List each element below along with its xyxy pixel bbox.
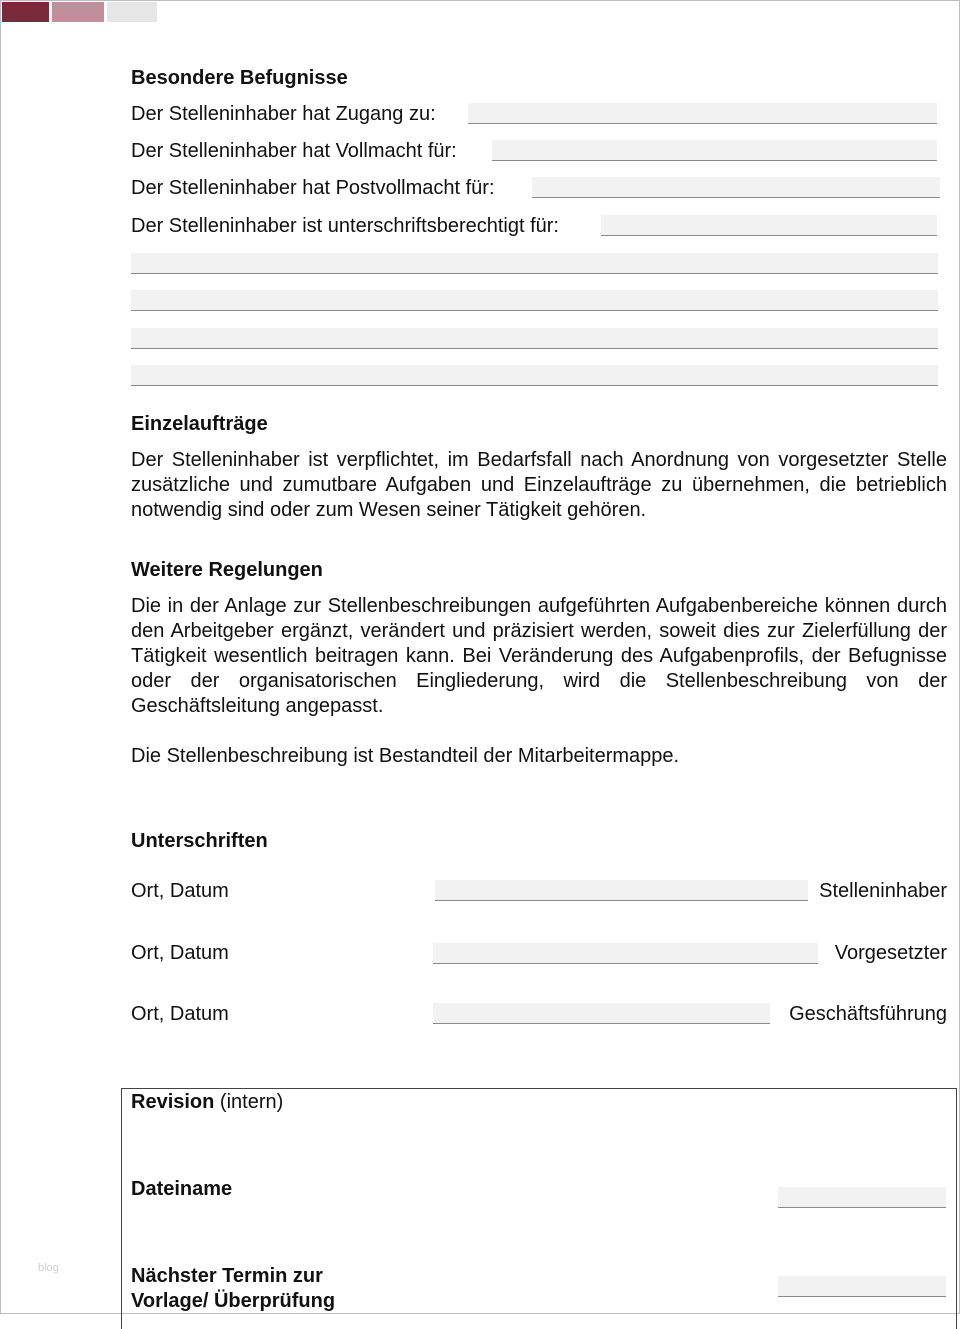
postvollmacht-label: Der Stelleninhaber hat Postvollmacht für:: [131, 177, 495, 199]
role-vorgesetzter: Vorgesetzter: [834, 942, 947, 964]
zugang-label: Der Stelleninhaber hat Zugang zu:: [131, 103, 436, 125]
dateiname-field[interactable]: [778, 1187, 946, 1208]
vollmacht-field[interactable]: [492, 140, 937, 161]
dateiname-label: Dateiname: [131, 1178, 233, 1200]
role-geschaeftsfuehrung: Geschäftsführung: [789, 1003, 947, 1025]
befugnisse-heading: Besondere Befugnisse: [131, 67, 348, 89]
einzelauftraege-heading: Einzelaufträge: [131, 413, 268, 435]
unterschriften-heading: Unterschriften: [131, 830, 268, 852]
extra-field-1[interactable]: [131, 253, 938, 274]
unterschrift-field[interactable]: [601, 215, 937, 236]
ort-datum-label: Ort, Datum: [131, 1003, 229, 1025]
role-stelleninhaber: Stelleninhaber: [819, 880, 947, 902]
mitarbeitermappe-text: Die Stellenbeschreibung ist Bestandteil der Mitarbeitermappe.: [131, 745, 680, 767]
postvollmacht-field[interactable]: [532, 177, 940, 198]
regelungen-text: Die in der Anlage zur Stellenbeschreibungen aufgeführten Aufgabenbereiche können durch den Arbeitgeber ergänzt, verändert und präzisiert werden, soweit dies zur Zielerfüllung der Tätigkeit wesentlich beitragen kann. Bei Veränderung des Aufgabenprofils, der Befugnisse oder der organisatorischen Eingliederung, wird die Stellenbeschreibung von der Geschäftsleitung angepasst.: [131, 595, 947, 717]
ort-datum-label: Ort, Datum: [131, 942, 229, 964]
revision-suffix: (intern): [214, 1091, 284, 1113]
extra-field-4[interactable]: [131, 365, 938, 386]
extra-field-3[interactable]: [131, 328, 938, 349]
termin-label-line2: Vorlage/ Überprüfung: [131, 1290, 336, 1312]
signature-field-vorgesetzter[interactable]: [433, 943, 818, 964]
vollmacht-label: Der Stelleninhaber hat Vollmacht für:: [131, 140, 457, 162]
signature-field-geschaeftsfuehrung[interactable]: [433, 1003, 770, 1024]
decor-bar-dark: [2, 2, 49, 22]
unterschrift-label: Der Stelleninhaber ist unterschriftsberechtigt für:: [131, 215, 559, 237]
einzelauftraege-text: Der Stelleninhaber ist verpflichtet, im Bedarfsfall nach Anordnung von vorgesetzter Stelle zusätzliche und zumutbare Aufgaben und Einzelaufträge zu übernehmen, die betrieblich notwendig sind oder zum Wesen seiner Tätigkeit gehören.: [131, 449, 947, 521]
decor-bar-grey: [107, 2, 157, 22]
extra-field-2[interactable]: [131, 290, 938, 311]
termin-field[interactable]: [778, 1276, 946, 1297]
termin-label-line1: Nächster Termin zur: [131, 1265, 323, 1287]
revision-title: Revision: [131, 1091, 215, 1113]
revision-heading: [131, 1090, 283, 1115]
zugang-field[interactable]: [468, 103, 937, 124]
ort-datum-label: Ort, Datum: [131, 880, 229, 902]
watermark: blog: [38, 1262, 59, 1274]
signature-field-stelleninhaber[interactable]: [435, 880, 808, 901]
decor-bar-rose: [52, 2, 104, 22]
regelungen-heading: Weitere Regelungen: [131, 559, 323, 581]
